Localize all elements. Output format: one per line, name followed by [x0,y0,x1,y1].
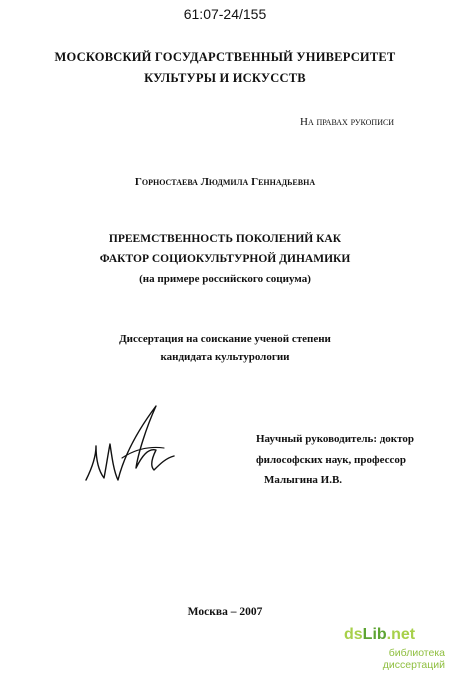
supervisor-line2: философских наук, профессор [256,454,407,466]
thesis-title-line2: ФАКТОР СОЦИОКУЛЬТУРНОЙ ДИНАМИКИ [99,253,351,265]
handwritten-signature [82,398,178,490]
catalog-code: 61:07-24/155 [183,6,267,22]
university-name-line1: МОСКОВСКИЙ ГОСУДАРСТВЕННЫЙ УНИВЕРСИТЕТ [54,50,396,64]
watermark-tagline: библиотека диссертаций [382,647,445,671]
supervisor-line1: Научный руководитель: доктор [256,433,415,445]
manuscript-rights-note: На правах рукописи [300,116,395,128]
thesis-title-line1: ПРЕЕМСТВЕННОСТЬ ПОКОЛЕНИЙ КАК [108,233,342,245]
degree-statement-line1: Диссертация на соискание ученой степени [119,333,331,345]
dslib-watermark-logo[interactable] [344,626,446,644]
thesis-subtitle: (на примере российского социума) [139,273,311,285]
degree-statement-line2: кандидата культурологии [160,351,290,363]
university-name-line2: КУЛЬТУРЫ И ИСКУССТВ [144,71,306,85]
logo-part-lib: Lib [362,626,387,643]
logo-part-ds: ds [344,626,363,643]
supervisor-name: Малыгина И.В. [264,474,343,486]
logo-part-net: .net [386,626,416,643]
place-and-year: Москва – 2007 [187,606,263,618]
author-name: Горностаева Людмила Геннадьевна [134,176,316,188]
